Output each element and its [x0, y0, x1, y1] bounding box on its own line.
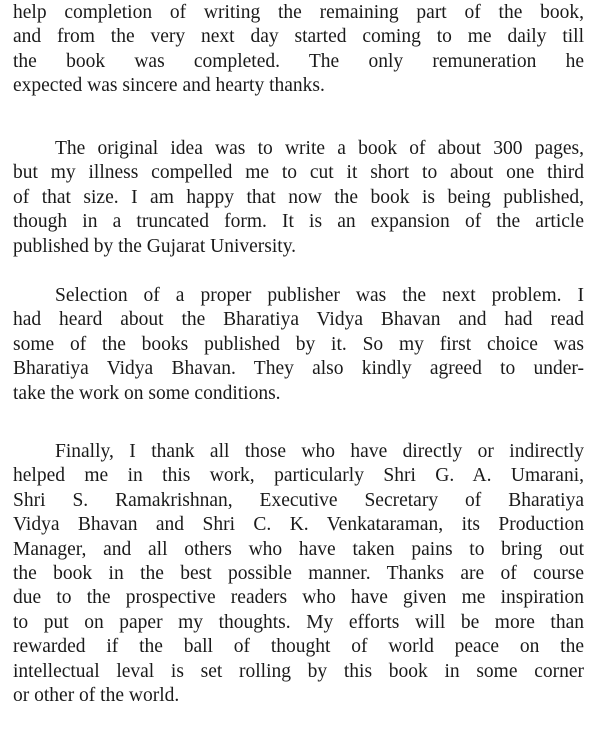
- text-line: helped me in this work, particularly Shri G. A. Umarani,: [13, 465, 584, 487]
- text-line: help completion of writing the remaining part of the book,: [13, 2, 584, 23]
- text-line: Selection of a proper publisher was the next problem. I: [55, 285, 584, 306]
- text-line: Shri S. Ramakrishnan, Executive Secretary of Bharatiya: [13, 489, 584, 511]
- text-line: but my illness compelled me to cut it short to about one third: [13, 162, 584, 184]
- text-line: the book was completed. The only remuneration he: [13, 50, 584, 72]
- text-line: to put on paper my thoughts. My efforts will be more than: [13, 611, 584, 633]
- paragraph-1: [13, 1, 584, 99]
- paragraph-4: [13, 440, 584, 708]
- text-line: had heard about the Bharatiya Vidya Bhavan and had read: [13, 309, 584, 331]
- text-line: due to the prospective readers who have given me inspiration: [13, 587, 584, 609]
- text-line: Finally, I thank all those who have directly or indirectly: [55, 441, 584, 462]
- text-line: rewarded if the ball of thought of world peace on the: [13, 636, 584, 658]
- paragraph-3: [13, 284, 584, 406]
- paragraph-2: [13, 137, 584, 259]
- text-line: or other of the world.: [13, 684, 180, 706]
- text-line: Vidya Bhavan and Shri C. K. Venkataraman, its Production: [13, 514, 584, 536]
- text-line: intellectual leval is set rolling by this book in some corner: [13, 660, 584, 682]
- text-line: expected was sincere and hearty thanks.: [13, 75, 325, 97]
- text-line: Manager, and all others who have taken pains to bring out: [13, 538, 584, 560]
- text-line: of that size. I am happy that now the book is being published,: [13, 186, 584, 208]
- text-line: the book in the best possible manner. Thanks are of course: [13, 562, 584, 584]
- text-line: some of the books published by it. So my first choice was: [13, 333, 584, 355]
- text-line: The original idea was to write a book of about 300 pages,: [55, 138, 584, 159]
- text-line: published by the Gujarat University.: [13, 235, 297, 257]
- text-line: Bharatiya Vidya Bhavan. They also kindly agreed to under-: [13, 358, 584, 380]
- text-line: take the work on some conditions.: [13, 382, 281, 404]
- text-line: though in a truncated form. It is an expansion of the article: [13, 211, 584, 233]
- text-line: and from the very next day started coming to me daily till: [13, 26, 584, 48]
